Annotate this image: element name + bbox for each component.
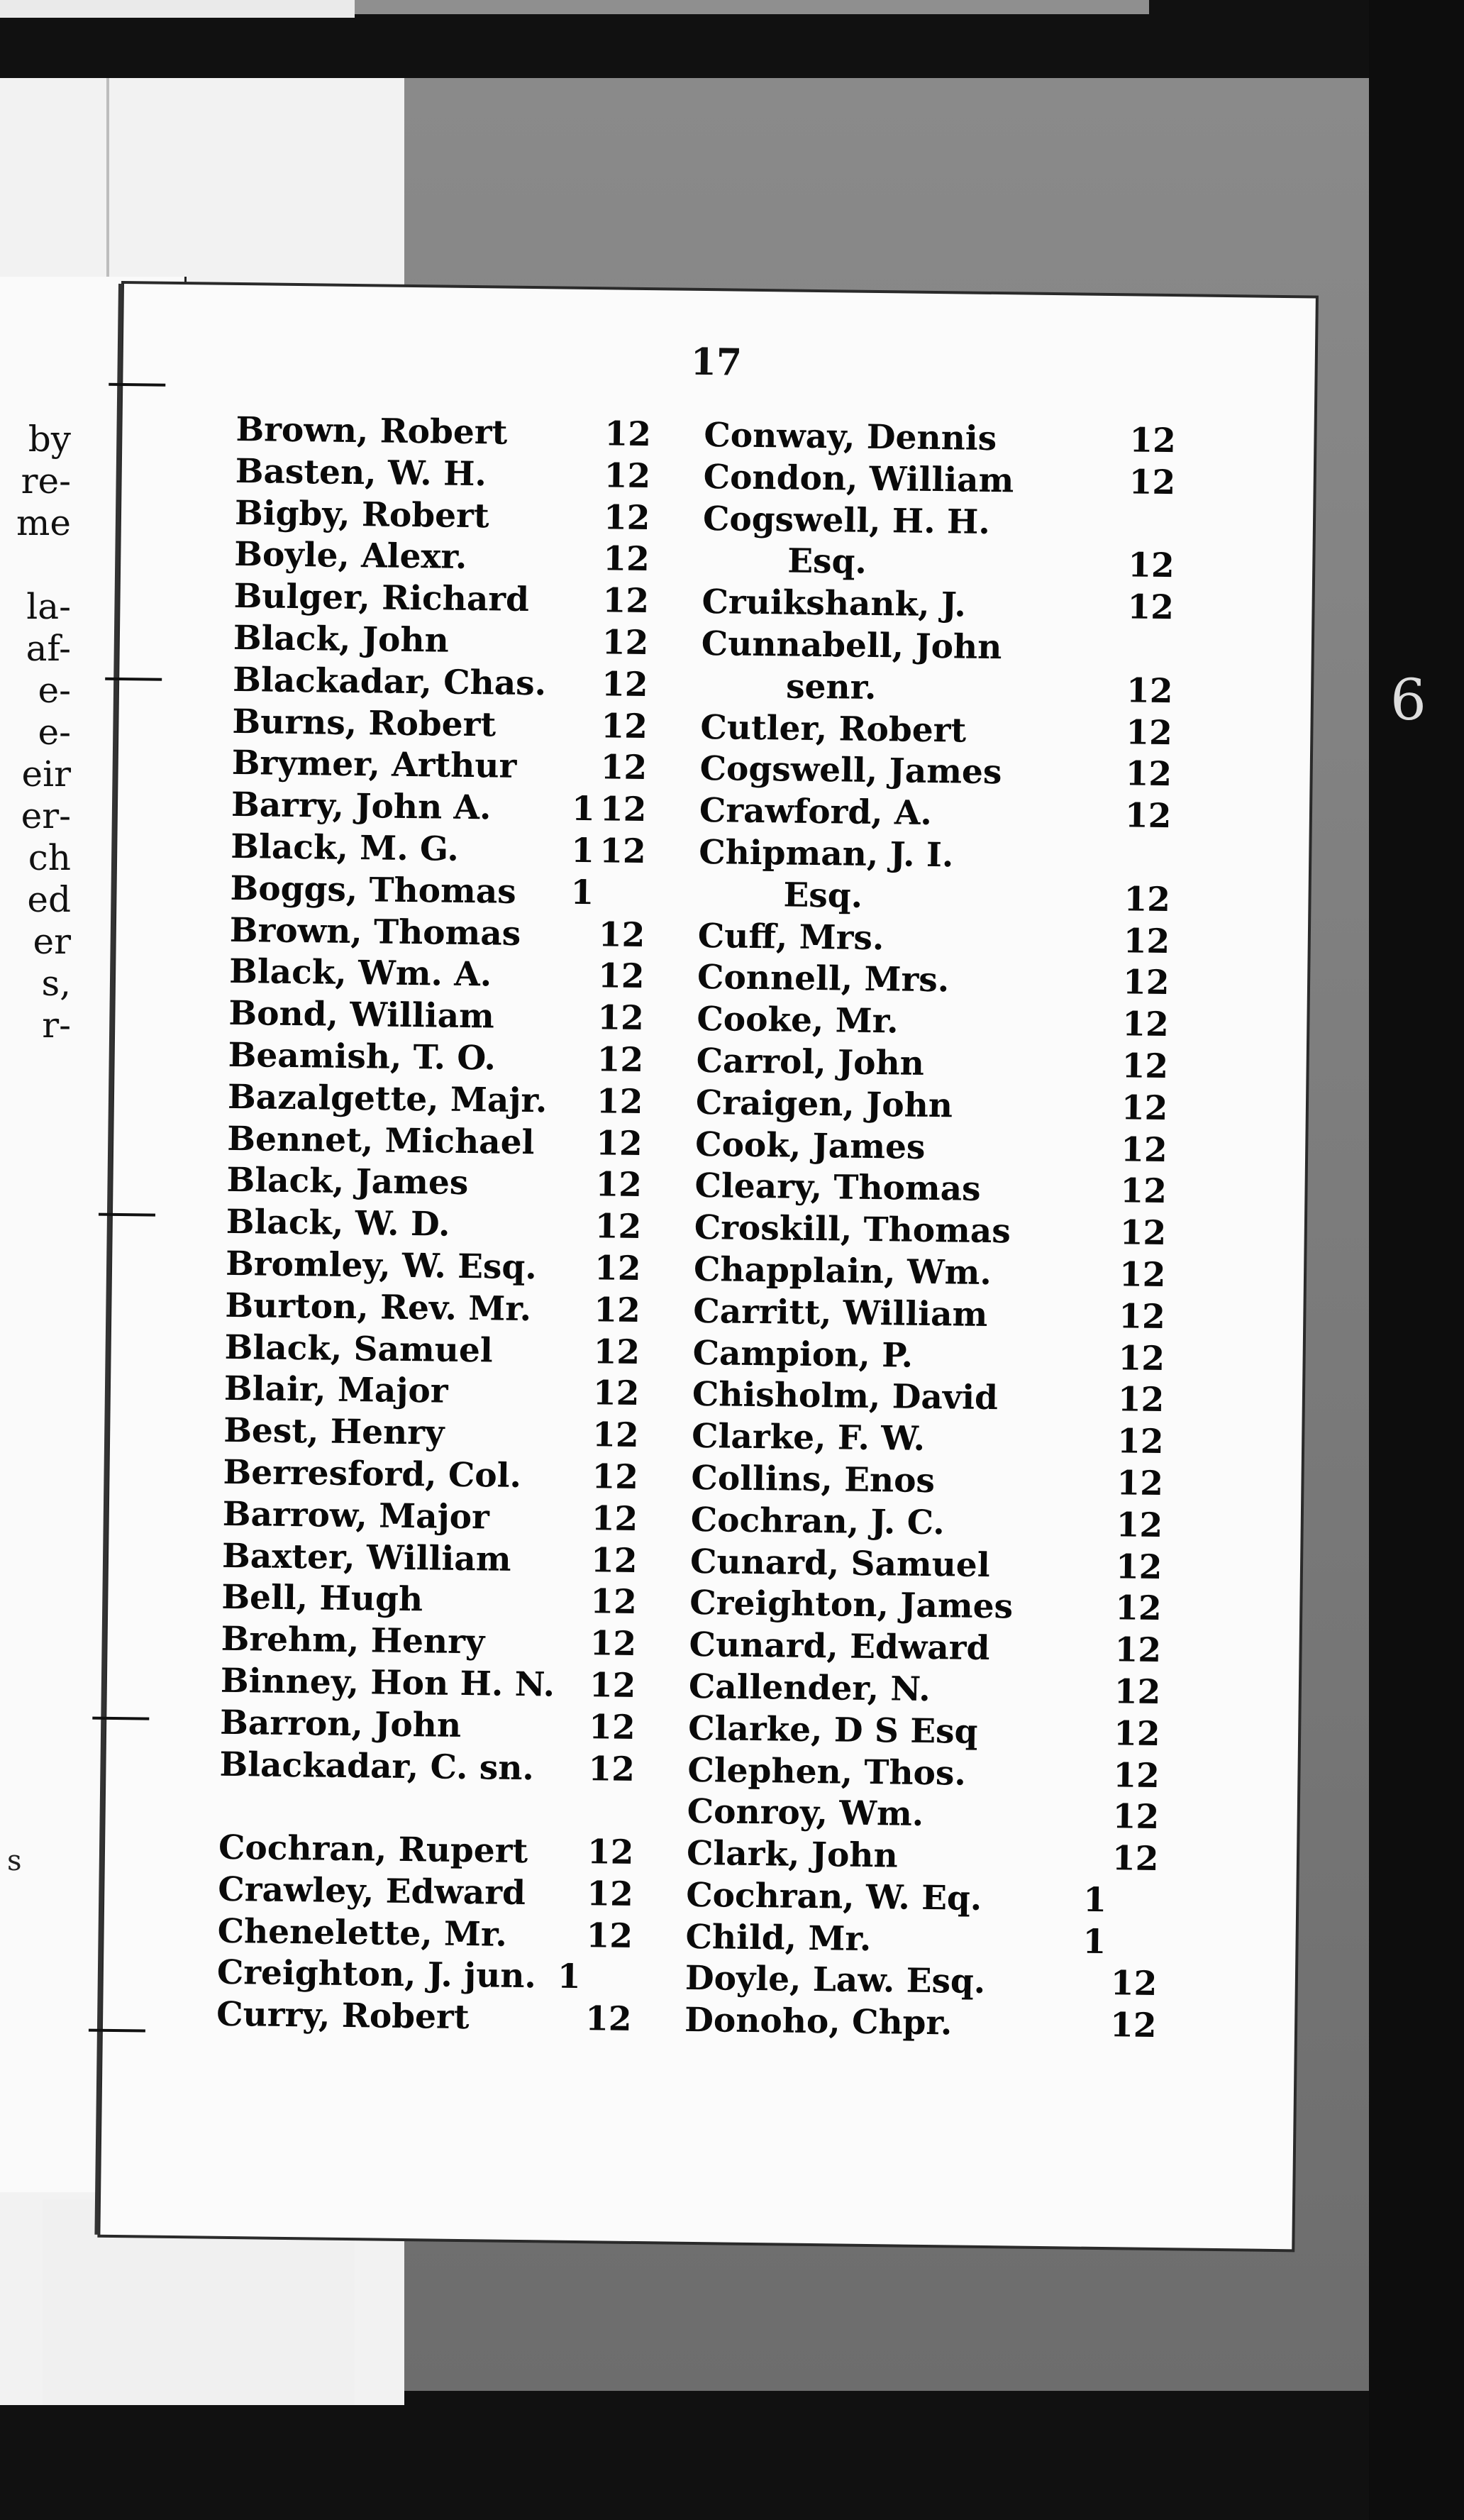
copies-count-b: 12	[1119, 1255, 1166, 1295]
list-item	[224, 1369, 679, 1416]
copies-count-b: 12	[594, 1249, 641, 1288]
copies-count-b: 12	[1116, 1464, 1164, 1503]
copies-count-b: 12	[597, 956, 645, 997]
page-number: 17	[690, 340, 743, 385]
subscriber-name: Black, Samuel	[224, 1327, 494, 1370]
copies-count-b: 12	[595, 1165, 643, 1205]
copies-count-b: 12	[1117, 1380, 1165, 1420]
copies-count-b: 12	[1121, 1046, 1169, 1087]
copies-count-b: 12	[1128, 463, 1176, 502]
list-item	[691, 1458, 1231, 1506]
subscriber-name: Donoho, Chpr.	[684, 2001, 953, 2043]
subscriber-name: Black, M. G.	[230, 827, 460, 869]
list-item	[699, 790, 1239, 839]
copies-count-b: 12	[592, 1374, 640, 1414]
subscriber-name: Conroy, Wm.	[687, 1792, 924, 1835]
copies-count-b: 12	[1126, 671, 1173, 711]
copies-count-b: 12	[1125, 754, 1172, 795]
list-item	[685, 1958, 1225, 2006]
copies-count-b: 12	[1122, 1005, 1170, 1045]
list-item	[703, 457, 1243, 505]
subscriber-name: Berresford, Col.	[223, 1452, 522, 1496]
list-item	[235, 451, 689, 499]
copies-count-b: 12	[1113, 1755, 1160, 1796]
copies-count-b: 12	[1113, 1713, 1160, 1754]
list-item	[694, 1166, 1234, 1214]
subscriber-name: Burton, Rev. Mr.	[225, 1286, 532, 1329]
list-item	[692, 1416, 1231, 1464]
list-item	[700, 707, 1240, 756]
copies-count-b: 12	[1118, 1338, 1165, 1378]
subscriber-name: Carritt, William	[693, 1291, 988, 1334]
copies-count-b: 12	[590, 1582, 638, 1623]
copies-count-b: 12	[1114, 1588, 1163, 1629]
subscriber-name: Bromley, W. Esq.	[225, 1244, 538, 1288]
copies-count-b: 12	[592, 1457, 639, 1497]
list-item	[218, 1869, 672, 1917]
copies-count-b: 12	[594, 1290, 641, 1330]
list-item	[684, 2000, 1224, 2048]
subscriber-name: Curry, Robert	[216, 1995, 470, 2038]
subscriber-name: Cutler, Robert	[700, 707, 967, 751]
subscriber-name: Barrow, Major	[222, 1494, 490, 1537]
copies-count-b: 12	[584, 1999, 632, 2040]
subscriber-name: Brown, Thomas	[229, 910, 521, 954]
list-item	[692, 1374, 1232, 1422]
copies-count-b: 12	[1124, 880, 1171, 919]
copies-count-b: 12	[596, 1081, 643, 1122]
copies-count-b: 12	[603, 497, 650, 538]
list-item	[218, 1828, 673, 1875]
subscriber-name: Brymer, Arthur	[231, 744, 517, 787]
list-item	[231, 743, 686, 790]
subscriber-name: Crawley, Edward	[218, 1869, 526, 1913]
list-item	[689, 1625, 1229, 1673]
subscriber-list-right	[684, 415, 1243, 2048]
copies-count-b: 12	[1119, 1213, 1167, 1254]
copies-count-b: 12	[601, 706, 648, 746]
subscriber-name: Binney, Hon H. N.	[220, 1661, 555, 1705]
copies-count-b: 12	[1109, 2006, 1157, 2046]
copies-count-b: 12	[1112, 1797, 1160, 1838]
copies-count-b: 12	[595, 1123, 643, 1164]
subscriber-name: Callender, N.	[688, 1667, 931, 1709]
left-page-fragment: eir	[21, 753, 71, 795]
subscriber-name: Blackadar, Chas.	[232, 660, 547, 704]
subscriber-name: Clarke, D S Esq	[687, 1708, 978, 1752]
subscriber-name: Blair, Major	[223, 1369, 448, 1412]
list-item	[235, 493, 689, 541]
list-item	[687, 1833, 1226, 1881]
subscriber-name: Cunnabell, John	[701, 624, 1002, 668]
list-item	[232, 701, 687, 748]
copies-count-b: 12	[599, 831, 647, 872]
list-item	[699, 748, 1239, 797]
subscriber-name: Black, W. D.	[226, 1202, 450, 1244]
copies-count-b: 12	[1122, 963, 1170, 1003]
subscriber-name: Clarke, F. W.	[691, 1417, 926, 1459]
copies-count-b: 12	[601, 623, 649, 663]
subscriber-name: Cruikshank, J.	[702, 582, 967, 625]
subscriber-name: Cochran, W. Eq.	[685, 1875, 982, 1918]
copies-count-b: 12	[604, 456, 651, 496]
list-item	[231, 827, 685, 874]
top-paper-edge	[0, 0, 355, 18]
subscriber-name: Carrol, John	[696, 1041, 925, 1083]
list-item	[223, 1452, 677, 1500]
list-item	[221, 1661, 675, 1708]
subscriber-name: Cooke, Mr.	[697, 1000, 899, 1041]
list-item	[218, 1786, 673, 1833]
subscriber-name: Brehm, Henry	[221, 1619, 485, 1662]
copies-count-b: 12	[602, 539, 650, 580]
subscriber-name: Cuff, Mrs.	[697, 916, 884, 958]
left-page-fragment: ch	[28, 837, 71, 878]
left-page-fragment: er	[33, 921, 71, 962]
copies-count-b: 12	[589, 1666, 636, 1706]
list-item	[228, 1077, 682, 1124]
list-item	[233, 576, 688, 624]
copies-count-b: 12	[1114, 1672, 1161, 1712]
list-item	[227, 1118, 682, 1166]
left-page-fragment: af-	[26, 628, 71, 669]
subscriber-name: Chapplain, Wm.	[693, 1249, 992, 1293]
subscriber-name: Beamish, T. O.	[228, 1035, 497, 1078]
subscriber-name: senr.	[785, 667, 877, 707]
list-item	[696, 1083, 1236, 1131]
subscriber-name: Brown, Robert	[235, 409, 508, 453]
list-item	[226, 1202, 680, 1249]
subscriber-name: Creighton, James	[689, 1584, 1014, 1627]
list-item	[697, 916, 1237, 964]
subscriber-name: Cleary, Thomas	[694, 1166, 981, 1210]
list-item	[231, 785, 686, 832]
copies-count-a: 1	[570, 873, 594, 912]
list-item	[697, 999, 1236, 1047]
list-item	[692, 1332, 1232, 1381]
subscriber-name: Best, Henry	[223, 1410, 445, 1453]
subscriber-name: Collins, Enos	[691, 1458, 936, 1501]
subscriber-name: Bulger, Richard	[233, 577, 530, 620]
subscriber-name: Barron, John	[219, 1703, 462, 1745]
copies-count-b: 12	[1129, 421, 1177, 461]
list-item	[233, 618, 688, 665]
list-item	[699, 832, 1238, 880]
subscriber-name: Crawford, A.	[699, 791, 933, 834]
list-item	[221, 1577, 676, 1625]
subscriber-name: Basten, W. H.	[235, 451, 487, 494]
subscriber-name: Cochran, J. C.	[690, 1500, 946, 1542]
list-item	[696, 1041, 1236, 1089]
copies-count-a: 1	[1082, 1880, 1107, 1920]
list-item	[217, 1952, 672, 2000]
list-item	[216, 1994, 671, 2042]
copies-count-b: 12	[1118, 1296, 1166, 1337]
subscriber-name: Condon, William	[703, 457, 1014, 501]
subscriber-name: Creighton, J. jun.	[216, 1953, 537, 1996]
subscriber-name: Doyle, Law. Esq.	[684, 1959, 986, 2002]
copies-count-b: 12	[1127, 546, 1175, 586]
subscriber-name: Cogswell, James	[699, 749, 1002, 792]
subscriber-name: Boggs, Thomas	[230, 868, 517, 912]
left-page-fragment: s,	[41, 963, 71, 1004]
copies-count-b: 12	[1121, 1088, 1168, 1128]
left-page-fragment: la-	[26, 586, 71, 627]
list-item	[224, 1327, 679, 1374]
copies-count-b: 12	[599, 790, 647, 830]
list-item	[689, 1667, 1229, 1715]
subscriber-name: Bond, William	[228, 994, 495, 1037]
subscriber-name: Esq.	[783, 875, 863, 916]
copies-count-b: 12	[1120, 1129, 1168, 1170]
copies-count-a: 1	[571, 789, 596, 829]
list-item	[220, 1703, 675, 1750]
list-item	[703, 499, 1243, 547]
copies-count-b: 12	[1115, 1547, 1163, 1587]
list-item	[226, 1244, 680, 1291]
copies-count-a: 1	[557, 1957, 581, 1997]
list-item	[687, 1791, 1226, 1840]
copies-count-b: 12	[588, 1749, 636, 1789]
copies-count-b: 12	[602, 581, 650, 621]
list-item	[226, 1160, 681, 1208]
copies-count-b: 12	[604, 414, 652, 455]
list-item	[697, 957, 1237, 1005]
list-item	[702, 540, 1242, 588]
left-page-fragment: me	[16, 502, 71, 543]
copies-count-b: 12	[1120, 1171, 1168, 1212]
copies-count-b: 12	[597, 1040, 644, 1080]
left-page-text-fragments	[7, 419, 71, 1046]
copies-count-b: 12	[591, 1498, 638, 1539]
list-item	[698, 874, 1238, 922]
copies-count-a: 1	[1082, 1922, 1107, 1962]
copies-count-b: 12	[1114, 1630, 1162, 1671]
left-page-mark: s	[7, 1845, 22, 1877]
left-page-fragment	[7, 544, 71, 586]
copies-count-b: 12	[1110, 1964, 1158, 2004]
copies-count-b: 12	[1116, 1505, 1163, 1545]
copies-count-b: 12	[594, 1207, 642, 1247]
copies-count-b: 12	[1127, 587, 1175, 628]
list-item	[217, 1911, 672, 1958]
list-item	[228, 993, 683, 1041]
copies-count-b: 12	[1116, 1422, 1164, 1462]
copies-count-b: 12	[587, 1833, 634, 1873]
margin-pen-mark: 6	[1390, 667, 1426, 733]
subscriber-name: Bennet, Michael	[226, 1119, 535, 1162]
list-item	[702, 582, 1241, 630]
subscriber-name: Cunard, Edward	[689, 1625, 990, 1669]
list-item	[686, 1875, 1226, 1923]
left-page-fragment: by	[28, 419, 71, 460]
subscriber-name: Campion, P.	[692, 1333, 914, 1376]
copies-count-b: 12	[1126, 712, 1173, 753]
list-item	[221, 1619, 675, 1667]
copies-count-b: 12	[590, 1540, 638, 1581]
subscriber-name: Black, Wm. A.	[228, 952, 492, 995]
top-backing-edge	[355, 0, 1149, 14]
left-page-fragment: ed	[27, 879, 71, 920]
subscriber-name: Conway, Dennis	[704, 416, 997, 459]
list-item	[685, 1917, 1225, 1965]
left-page-fragment: e-	[38, 670, 71, 711]
copies-count-a: 1	[570, 831, 595, 871]
left-page-fragment: r-	[42, 1005, 71, 1046]
subscriber-list-left	[216, 409, 690, 2042]
list-item	[690, 1541, 1230, 1589]
subscriber-name: Cook, James	[694, 1124, 926, 1167]
subscriber-name: Croskill, Thomas	[694, 1208, 1011, 1251]
subscriber-name: Cogswell, H. H.	[702, 499, 991, 542]
subscriber-name: Baxter, William	[221, 1536, 511, 1579]
list-item	[225, 1286, 680, 1333]
list-item	[687, 1750, 1227, 1798]
subscriber-name: Boyle, Alexr.	[234, 535, 467, 578]
list-item	[219, 1744, 674, 1791]
list-item	[701, 624, 1241, 672]
subscriber-name: Bigby, Robert	[234, 493, 489, 536]
subscriber-name: Bazalgette, Majr.	[227, 1077, 548, 1121]
document-page	[100, 284, 1315, 2249]
copies-count-b: 12	[593, 1332, 640, 1372]
subscriber-name: Chisholm, David	[692, 1375, 999, 1418]
subscriber-name: Clephen, Thos.	[687, 1750, 967, 1794]
list-item	[222, 1494, 677, 1542]
subscriber-name: Craigen, John	[695, 1083, 953, 1126]
subscriber-name: Child, Mr.	[685, 1917, 872, 1959]
copies-count-b: 12	[586, 1916, 633, 1956]
list-item	[228, 1035, 682, 1083]
list-item	[694, 1249, 1233, 1298]
right-dark-border	[1369, 0, 1464, 2520]
list-item	[688, 1708, 1228, 1757]
copies-count-b: 12	[1111, 1839, 1159, 1879]
list-item	[233, 660, 687, 707]
list-item	[701, 665, 1241, 714]
list-item	[689, 1583, 1229, 1631]
list-item	[694, 1208, 1233, 1256]
subscriber-name: Esq.	[787, 541, 867, 582]
copies-count-b: 12	[600, 748, 648, 788]
list-item	[235, 409, 690, 457]
subscriber-name: Chenelette, Mr.	[217, 1911, 508, 1955]
subscriber-name: Blackadar, C. sn.	[219, 1745, 535, 1788]
copies-count-b: 12	[586, 1874, 634, 1914]
subscriber-name: Bell, Hugh	[221, 1578, 423, 1620]
left-page-fragment: e-	[38, 712, 71, 753]
subscriber-name: Connell, Mrs.	[697, 958, 950, 1000]
subscriber-name: Clark, John	[686, 1833, 899, 1876]
subscriber-name: Chipman, J. I.	[698, 832, 954, 875]
list-item	[229, 951, 684, 999]
list-item	[230, 910, 684, 957]
copies-count-b: 12	[1123, 921, 1170, 961]
left-page-fragment: re-	[21, 460, 71, 502]
copies-count-b: 12	[592, 1415, 639, 1456]
copies-count-b: 12	[589, 1624, 637, 1664]
subscriber-name: Black, John	[233, 618, 450, 661]
list-item	[695, 1124, 1235, 1172]
subscriber-name: Black, James	[226, 1161, 469, 1203]
list-item	[693, 1291, 1233, 1339]
copies-count-b: 12	[598, 914, 645, 955]
list-item	[234, 534, 689, 582]
subscriber-name: Burns, Robert	[232, 702, 497, 745]
list-item	[222, 1535, 677, 1583]
list-item	[230, 868, 684, 916]
list-item	[704, 415, 1243, 463]
left-page-fragment: er-	[21, 795, 71, 836]
subscriber-name: Cochran, Rupert	[218, 1828, 528, 1872]
copies-count-b: 12	[601, 665, 648, 704]
list-item	[223, 1410, 678, 1458]
copies-count-b: 12	[597, 998, 645, 1039]
subscriber-name: Barry, John A.	[231, 785, 492, 828]
subscriber-name: Cunard, Samuel	[689, 1542, 990, 1585]
copies-count-b: 12	[1124, 796, 1172, 836]
list-item	[690, 1500, 1230, 1548]
copies-count-b: 12	[588, 1707, 636, 1747]
